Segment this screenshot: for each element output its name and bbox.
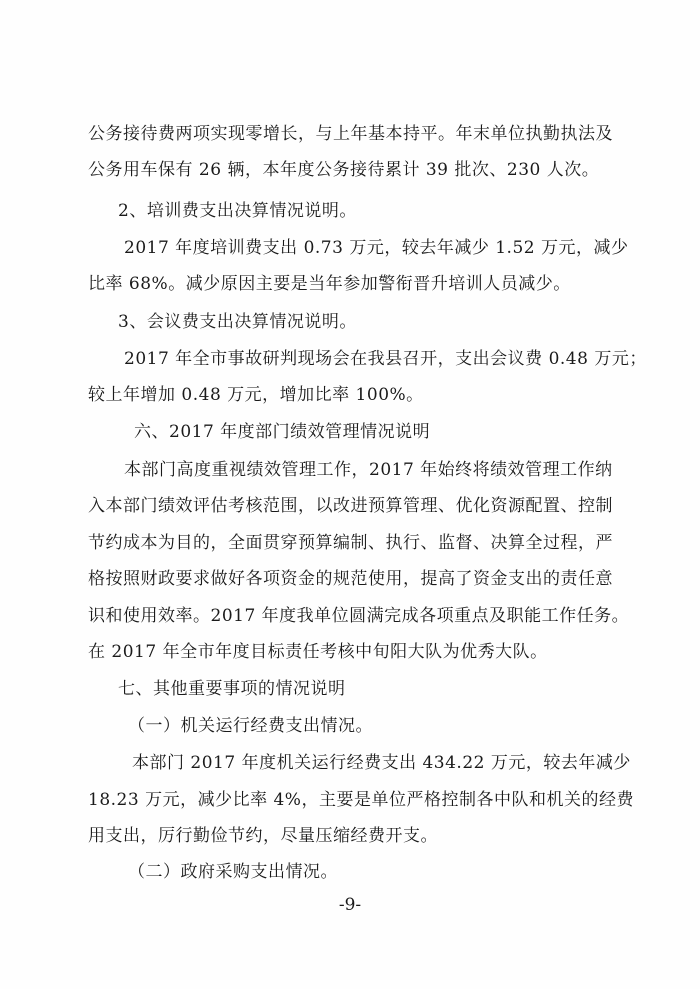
body-line: 在 2017 年全市年度目标责任考核中旬阳大队为优秀大队。	[88, 642, 548, 662]
section-heading: 六、2017 年度部门绩效管理情况说明	[134, 422, 431, 442]
page-number: -9-	[338, 895, 362, 915]
body-line: 2017 年度培训费支出 0.73 万元，较去年减少 1.52 万元，减少	[124, 238, 629, 258]
body-line: 节约成本为目的，全面贯穿预算编制、执行、监督、决算全过程，严	[88, 533, 613, 553]
body-line: 18.23 万元，减少比率 4%，主要是单位严格控制各中队和机关的经费	[88, 790, 634, 810]
section-heading: 七、其他重要事项的情况说明	[118, 679, 346, 699]
body-line: 格按照财政要求做好各项资金的规范使用，提高了资金支出的责任意	[88, 569, 613, 589]
body-line: 比率 68%。减少原因主要是当年参加警衔晋升培训人员减少。	[88, 274, 571, 294]
body-line: 本部门 2017 年度机关运行经费支出 434.22 万元，较去年减少	[132, 753, 631, 773]
subsection-heading: 2、培训费支出决算情况说明。	[118, 201, 357, 221]
body-line: 用支出，厉行勤俭节约，尽量压缩经费开支。	[88, 826, 438, 846]
body-line: 本部门高度重视绩效管理工作，2017 年始终将绩效管理工作纳	[124, 460, 613, 480]
subsection-heading: 3、会议费支出决算情况说明。	[118, 312, 357, 332]
subsection-heading: （一）机关运行经费支出情况。	[128, 716, 373, 736]
subsection-heading: （二）政府采购支出情况。	[128, 862, 338, 882]
body-line: 公务接待费两项实现零增长，与上年基本持平。年末单位执勤执法及	[88, 124, 613, 144]
body-line: 入本部门绩效评估考核范围，以改进预算管理、优化资源配置、控制	[88, 496, 613, 516]
body-line: 识和使用效率。2017 年度我单位圆满完成各项重点及职能工作任务。	[88, 606, 630, 626]
body-line: 2017 年全市事故研判现场会在我县召开，支出会议费 0.48 万元；	[124, 349, 647, 369]
body-line: 公务用车保有 26 辆，本年度公务接待累计 39 批次、230 人次。	[88, 160, 600, 180]
body-line: 较上年增加 0.48 万元，增加比率 100%。	[88, 385, 424, 405]
